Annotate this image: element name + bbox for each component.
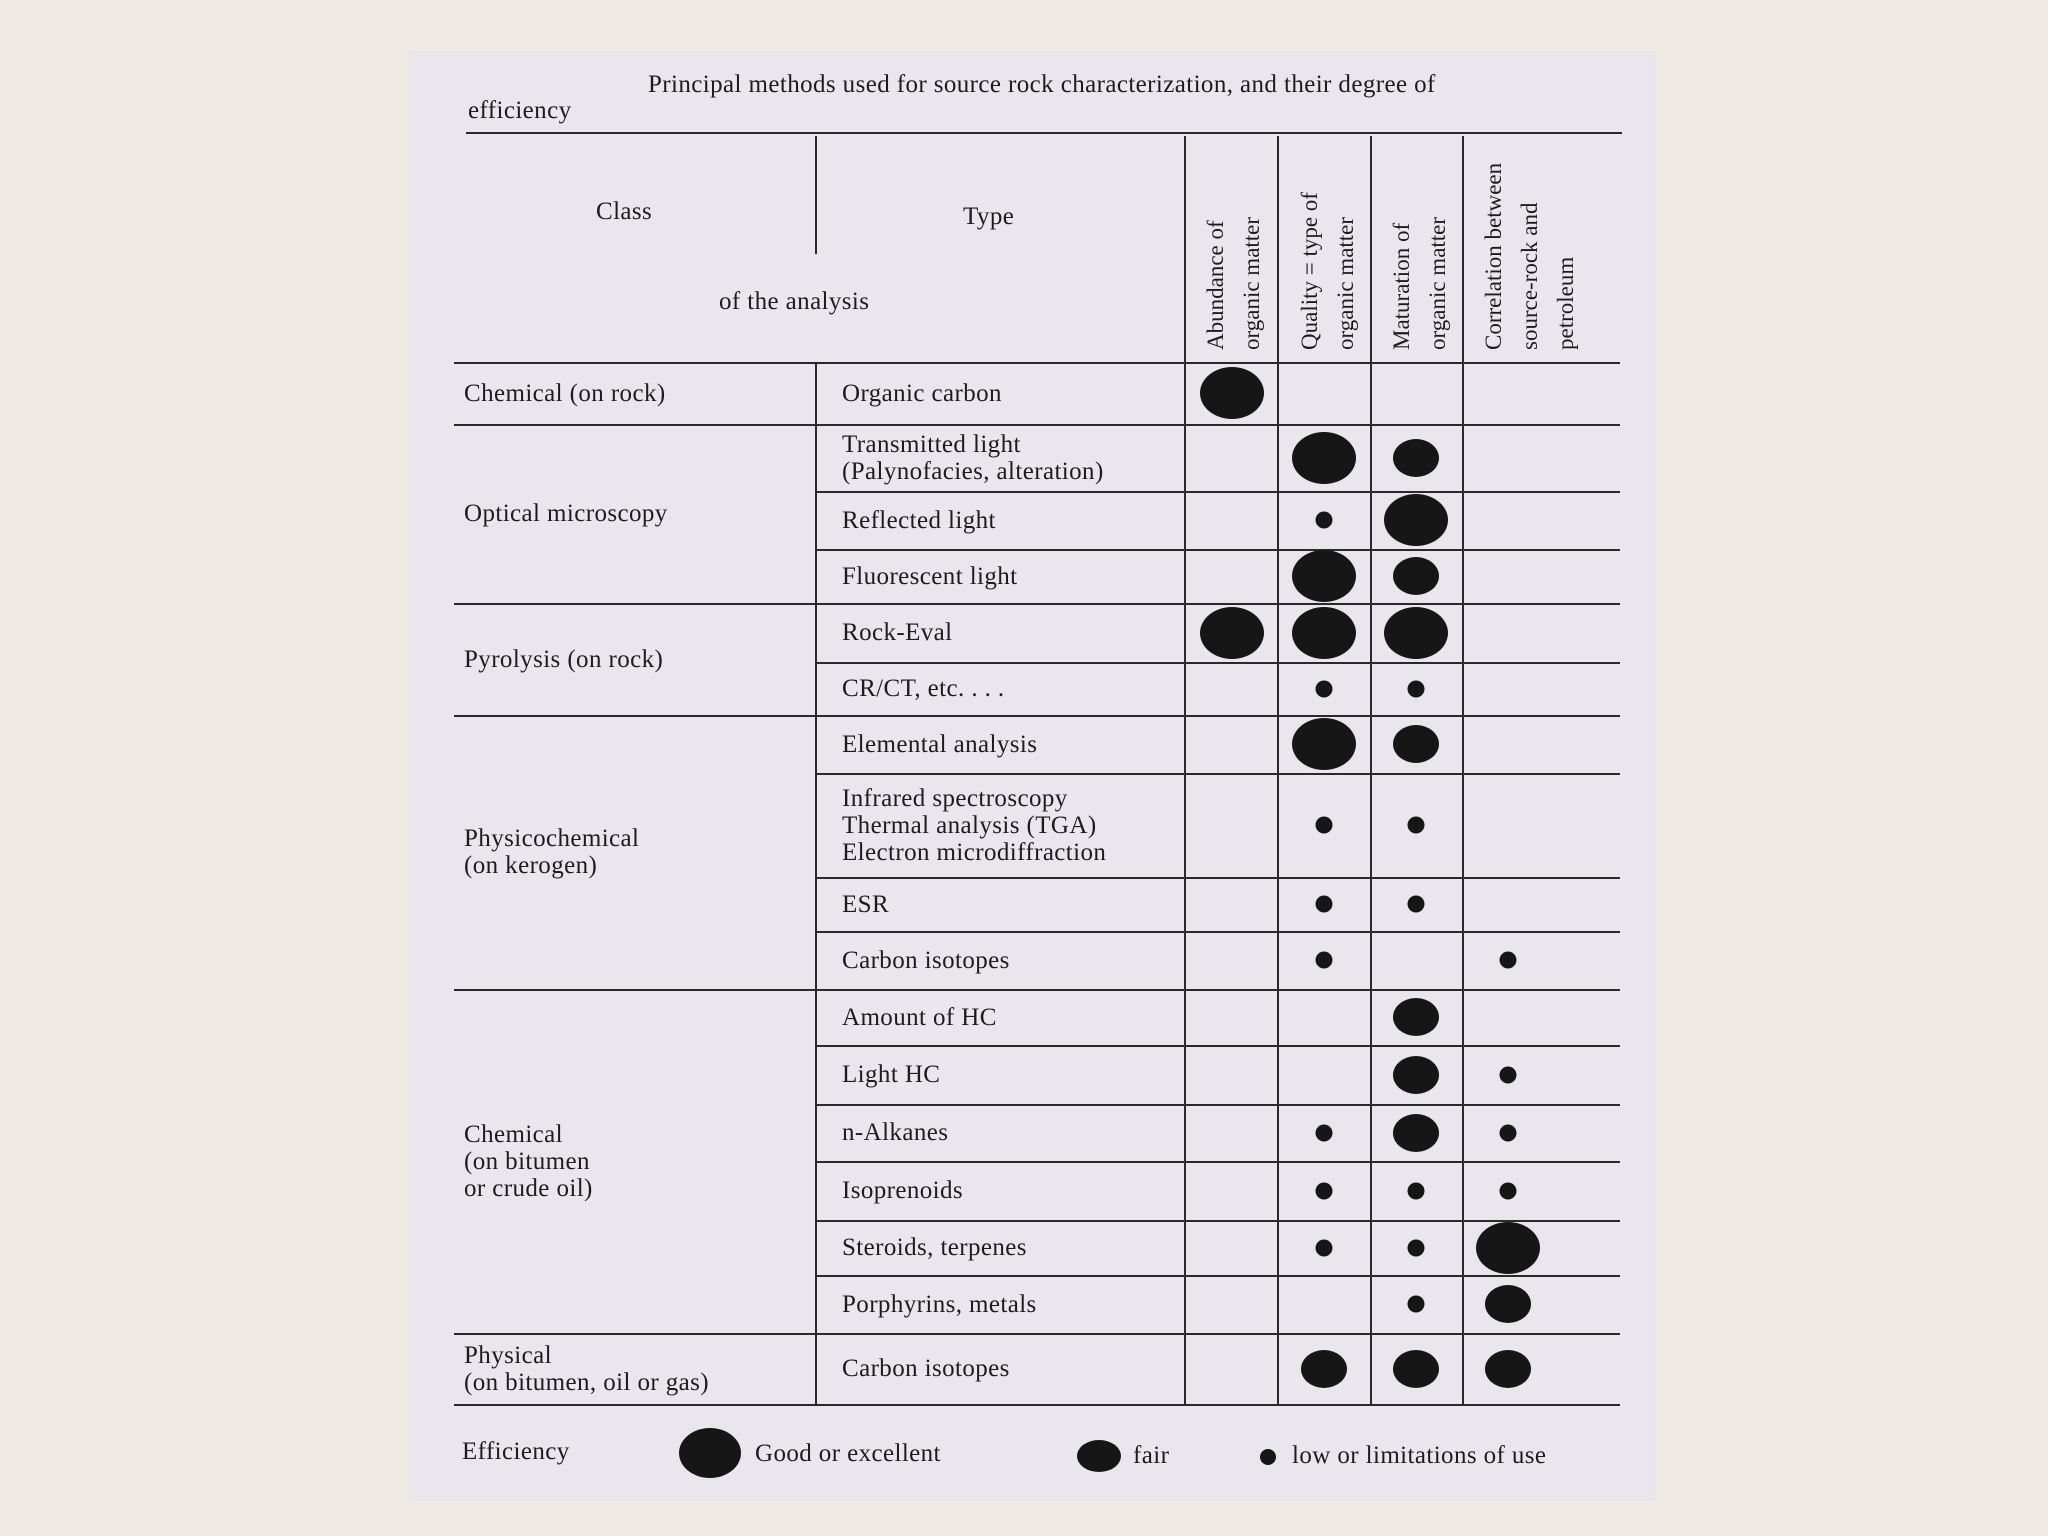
col-header-quality-b: organic matter xyxy=(1333,216,1358,350)
row-rule xyxy=(815,877,1620,879)
col-header-maturation-a: Maturation of xyxy=(1389,222,1414,350)
analysis-type-label: Amount of HC xyxy=(842,1003,997,1031)
analysis-type-label: (Palynofacies, alteration) xyxy=(842,457,1104,485)
efficiency-dot-good xyxy=(1200,367,1264,419)
efficiency-dot-good xyxy=(1384,494,1448,546)
efficiency-dot-good xyxy=(1292,607,1356,659)
legend-small-dot xyxy=(1260,1449,1276,1465)
class-rule xyxy=(454,715,1620,717)
efficiency-dot-good xyxy=(1292,432,1356,484)
class-label: (on kerogen) xyxy=(464,852,598,879)
analysis-type-label: Elemental analysis xyxy=(842,730,1038,758)
row-rule xyxy=(815,662,1620,664)
header-class: Class xyxy=(596,198,653,225)
efficiency-dot-low xyxy=(1500,1066,1517,1083)
class-label: or crude oil) xyxy=(464,1174,593,1202)
class-label: Chemical xyxy=(464,1120,564,1148)
row-rule xyxy=(815,1275,1620,1277)
class-rule xyxy=(454,424,1620,426)
column-rule xyxy=(1277,136,1279,1404)
row-rule xyxy=(815,931,1620,933)
efficiency-dot-fair xyxy=(1301,1350,1347,1388)
column-rule xyxy=(815,362,817,1404)
row-rule xyxy=(815,1161,1620,1163)
efficiency-dot-low xyxy=(1500,1124,1517,1141)
analysis-type-label: Porphyrins, metals xyxy=(842,1290,1037,1318)
class-label: (on bitumen xyxy=(464,1147,590,1175)
col-header-abundance-b: organic matter xyxy=(1239,216,1264,350)
class-label: Physicochemical xyxy=(464,825,640,852)
efficiency-dot-low xyxy=(1408,817,1425,834)
efficiency-dot-fair xyxy=(1485,1285,1531,1323)
legend-fair: fair xyxy=(1133,1442,1170,1469)
col-header-quality-a: Quality = type of xyxy=(1297,192,1322,350)
efficiency-dot-fair xyxy=(1393,439,1439,477)
table-title-line1: Principal methods used for source rock characterization, and their degree of xyxy=(648,71,1436,98)
row-rule xyxy=(815,549,1620,551)
analysis-type-label: Fluorescent light xyxy=(842,562,1018,590)
column-rule xyxy=(1184,136,1186,1404)
efficiency-dot-low xyxy=(1500,952,1517,969)
col-header-correlation-c: petroleum xyxy=(1553,256,1578,350)
efficiency-dot-good xyxy=(1200,607,1264,659)
efficiency-dot-low xyxy=(1316,952,1333,969)
efficiency-dot-low xyxy=(1316,817,1333,834)
class-label: (on bitumen, oil or gas) xyxy=(464,1368,709,1396)
efficiency-dot-low xyxy=(1408,1296,1425,1313)
efficiency-dot-low xyxy=(1408,680,1425,697)
efficiency-dot-low xyxy=(1316,1124,1333,1141)
efficiency-dot-fair xyxy=(1393,1350,1439,1388)
legend-low: low or limitations of use xyxy=(1292,1442,1547,1469)
analysis-type-label: Transmitted light xyxy=(842,430,1021,458)
analysis-type-label: ESR xyxy=(842,890,890,918)
column-rule xyxy=(1370,136,1372,1404)
efficiency-dot-good xyxy=(1292,718,1356,770)
scanned-table-page xyxy=(410,52,1655,1499)
class-label: Pyrolysis (on rock) xyxy=(464,645,664,673)
analysis-type-label: Reflected light xyxy=(842,506,996,534)
efficiency-dot-low xyxy=(1316,1182,1333,1199)
efficiency-dot-fair xyxy=(1485,1350,1531,1388)
legend-good: Good or excellent xyxy=(755,1440,941,1467)
col-header-correlation-b: source-rock and xyxy=(1517,202,1542,350)
class-label: Physical xyxy=(464,1341,552,1369)
analysis-type-label: Organic carbon xyxy=(842,379,1002,407)
legend-large-dot xyxy=(679,1428,741,1478)
class-rule xyxy=(454,1333,1620,1335)
row-rule xyxy=(815,491,1620,493)
legend-medium-dot xyxy=(1077,1440,1121,1472)
analysis-type-label: Electron microdiffraction xyxy=(842,838,1107,866)
header-of-the-analysis: of the analysis xyxy=(719,288,870,315)
efficiency-dot-fair xyxy=(1393,725,1439,763)
table-title-line2: efficiency xyxy=(468,97,572,124)
row-rule xyxy=(815,1045,1620,1047)
class-rule xyxy=(454,1404,1620,1406)
analysis-type-label: Thermal analysis (TGA) xyxy=(842,811,1097,839)
col-header-abundance-a: Abundance of xyxy=(1203,220,1228,350)
efficiency-dot-low xyxy=(1408,1239,1425,1256)
header-type: Type xyxy=(963,203,1015,230)
efficiency-dot-low xyxy=(1500,1182,1517,1199)
efficiency-dot-good xyxy=(1476,1222,1540,1274)
efficiency-dot-low xyxy=(1316,680,1333,697)
analysis-type-label: Isoprenoids xyxy=(842,1177,964,1204)
efficiency-dot-low xyxy=(1316,896,1333,913)
efficiency-dot-low xyxy=(1408,896,1425,913)
analysis-type-label: Carbon isotopes xyxy=(842,946,1010,974)
class-type-divider xyxy=(815,136,817,254)
efficiency-dot-low xyxy=(1316,1239,1333,1256)
efficiency-dot-good xyxy=(1292,550,1356,602)
efficiency-dot-fair xyxy=(1393,998,1439,1036)
efficiency-dot-good xyxy=(1384,607,1448,659)
analysis-type-label: n-Alkanes xyxy=(842,1119,949,1146)
class-label: Optical microscopy xyxy=(464,500,668,527)
efficiency-dot-fair xyxy=(1393,557,1439,595)
column-rule xyxy=(1462,136,1464,1404)
col-header-maturation-b: organic matter xyxy=(1425,216,1450,350)
legend-label: Efficiency xyxy=(462,1438,570,1465)
header-top-rule xyxy=(466,132,1622,134)
class-rule xyxy=(454,362,1620,364)
row-rule xyxy=(815,1104,1620,1106)
analysis-type-label: Steroids, terpenes xyxy=(842,1234,1027,1261)
analysis-type-label: CR/CT, etc. . . . xyxy=(842,675,1005,702)
efficiency-dot-fair xyxy=(1393,1114,1439,1152)
class-rule xyxy=(454,603,1620,605)
row-rule xyxy=(815,773,1620,775)
analysis-type-label: Rock-Eval xyxy=(842,619,953,646)
efficiency-dot-low xyxy=(1408,1182,1425,1199)
analysis-type-label: Infrared spectroscopy xyxy=(842,784,1068,812)
col-header-correlation-a: Correlation between xyxy=(1481,162,1506,350)
efficiency-dot-low xyxy=(1316,512,1333,529)
analysis-type-label: Light HC xyxy=(842,1061,941,1088)
analysis-type-label: Carbon isotopes xyxy=(842,1355,1010,1382)
class-rule xyxy=(454,989,1620,991)
efficiency-dot-fair xyxy=(1393,1056,1439,1094)
class-label: Chemical (on rock) xyxy=(464,379,666,407)
